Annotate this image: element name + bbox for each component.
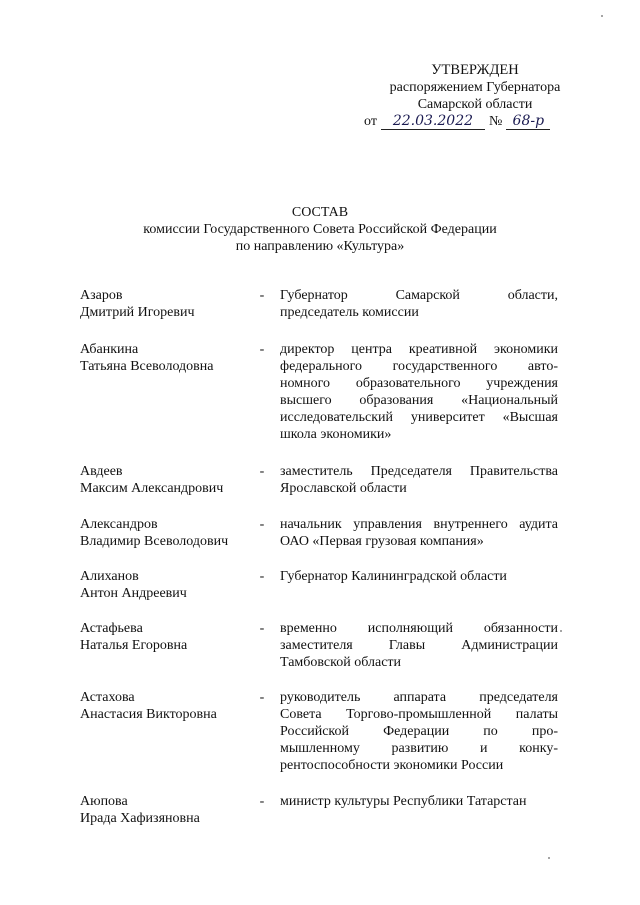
member-name: [80, 516, 255, 550]
document-heading: [0, 204, 640, 255]
member-name: [80, 287, 255, 321]
member-position: [280, 568, 558, 585]
member-dash: -: [259, 342, 265, 357]
position-line: высшего образования «Национальный: [280, 393, 558, 408]
approval-line-2: Самарской области: [417, 97, 533, 112]
position-line: начальник управления внутреннего аудита: [280, 517, 558, 532]
member-surname: Аюпова: [80, 794, 128, 809]
member-given-name: Ирада Хафизяновна: [80, 811, 200, 826]
handwritten-date: 22.03.2022: [381, 114, 485, 130]
member-name: [80, 568, 255, 602]
member-given-name: Максим Александрович: [80, 481, 224, 496]
handwritten-number: 68-р: [506, 114, 550, 130]
position-line: заместитель Председателя Правительства: [280, 464, 558, 479]
position-line: Тамбовской области: [280, 655, 402, 670]
scan-speck: [548, 857, 550, 859]
position-line: федерального государственного авто-: [280, 359, 558, 374]
member-surname: Авдеев: [80, 464, 123, 479]
member-dash: -: [259, 288, 265, 303]
position-line: Губернатор Калининградской области: [280, 569, 507, 584]
member-dash: -: [259, 517, 265, 532]
member-surname: Алиханов: [80, 569, 139, 584]
position-line: министр культуры Республики Татарстан: [280, 794, 527, 809]
member-position: [280, 341, 558, 443]
member-dash: -: [259, 621, 265, 636]
scan-speck: [560, 630, 562, 632]
approval-block: [360, 62, 590, 130]
date-from-label: от: [364, 114, 377, 129]
number-label: №: [488, 114, 503, 129]
member-dash: -: [259, 464, 265, 479]
member-given-name: Наталья Егоровна: [80, 638, 188, 653]
scan-speck: [601, 15, 603, 17]
approval-date-line: [360, 113, 590, 130]
member-given-name: Дмитрий Игоревич: [80, 305, 195, 320]
member-position: [280, 463, 558, 497]
position-line: временно исполняющий обязанности: [280, 621, 558, 636]
member-position: [280, 516, 558, 550]
member-given-name: Татьяна Всеволодовна: [80, 359, 214, 374]
position-line: директор центра креативной экономики: [280, 342, 558, 357]
position-line: рентоспособности экономики России: [280, 758, 504, 773]
heading-title: СОСТАВ: [291, 205, 349, 220]
member-surname: Абанкина: [80, 342, 139, 357]
member-dash: -: [259, 690, 265, 705]
member-surname: Астафьева: [80, 621, 143, 636]
position-line: мышленному развитию и конку-: [280, 741, 558, 756]
heading-line-2: по направлению «Культура»: [235, 239, 405, 254]
member-position: [280, 689, 558, 774]
position-line: руководитель аппарата председателя: [280, 690, 558, 705]
position-line: Ярославской области: [280, 481, 407, 496]
position-line: председатель комиссии: [280, 305, 419, 320]
member-name: [80, 463, 255, 497]
member-given-name: Антон Андреевич: [80, 586, 187, 601]
member-surname: Александров: [80, 517, 158, 532]
member-dash: -: [259, 794, 265, 809]
member-given-name: Анастасия Викторовна: [80, 707, 217, 722]
position-line: заместителя Главы Администрации: [280, 638, 558, 653]
position-line: Губернатор Самарской области,: [280, 288, 558, 303]
member-position: [280, 793, 558, 810]
position-line: Совета Торгово-промышленной палаты: [280, 707, 558, 722]
member-surname: Азаров: [80, 288, 123, 303]
member-position: [280, 620, 558, 671]
member-name: [80, 689, 255, 723]
member-name: [80, 793, 255, 827]
position-line: номного образовательного учреждения: [280, 376, 558, 391]
member-surname: Астахова: [80, 690, 135, 705]
member-position: [280, 287, 558, 321]
member-dash: -: [259, 569, 265, 584]
position-line: исследовательский университет «Высшая: [280, 410, 558, 425]
member-name: [80, 341, 255, 375]
approval-line-1: распоряжением Губернатора: [389, 80, 561, 95]
member-name: [80, 620, 255, 654]
position-line: ОАО «Первая грузовая компания»: [280, 534, 484, 549]
position-line: Российской Федерации по про-: [280, 724, 558, 739]
position-line: школа экономики»: [280, 427, 392, 442]
heading-line-1: комиссии Государственного Совета Российской Федерации: [143, 222, 497, 237]
member-given-name: Владимир Всеволодович: [80, 534, 229, 549]
approval-title: УТВЕРЖДЕН: [431, 62, 519, 78]
